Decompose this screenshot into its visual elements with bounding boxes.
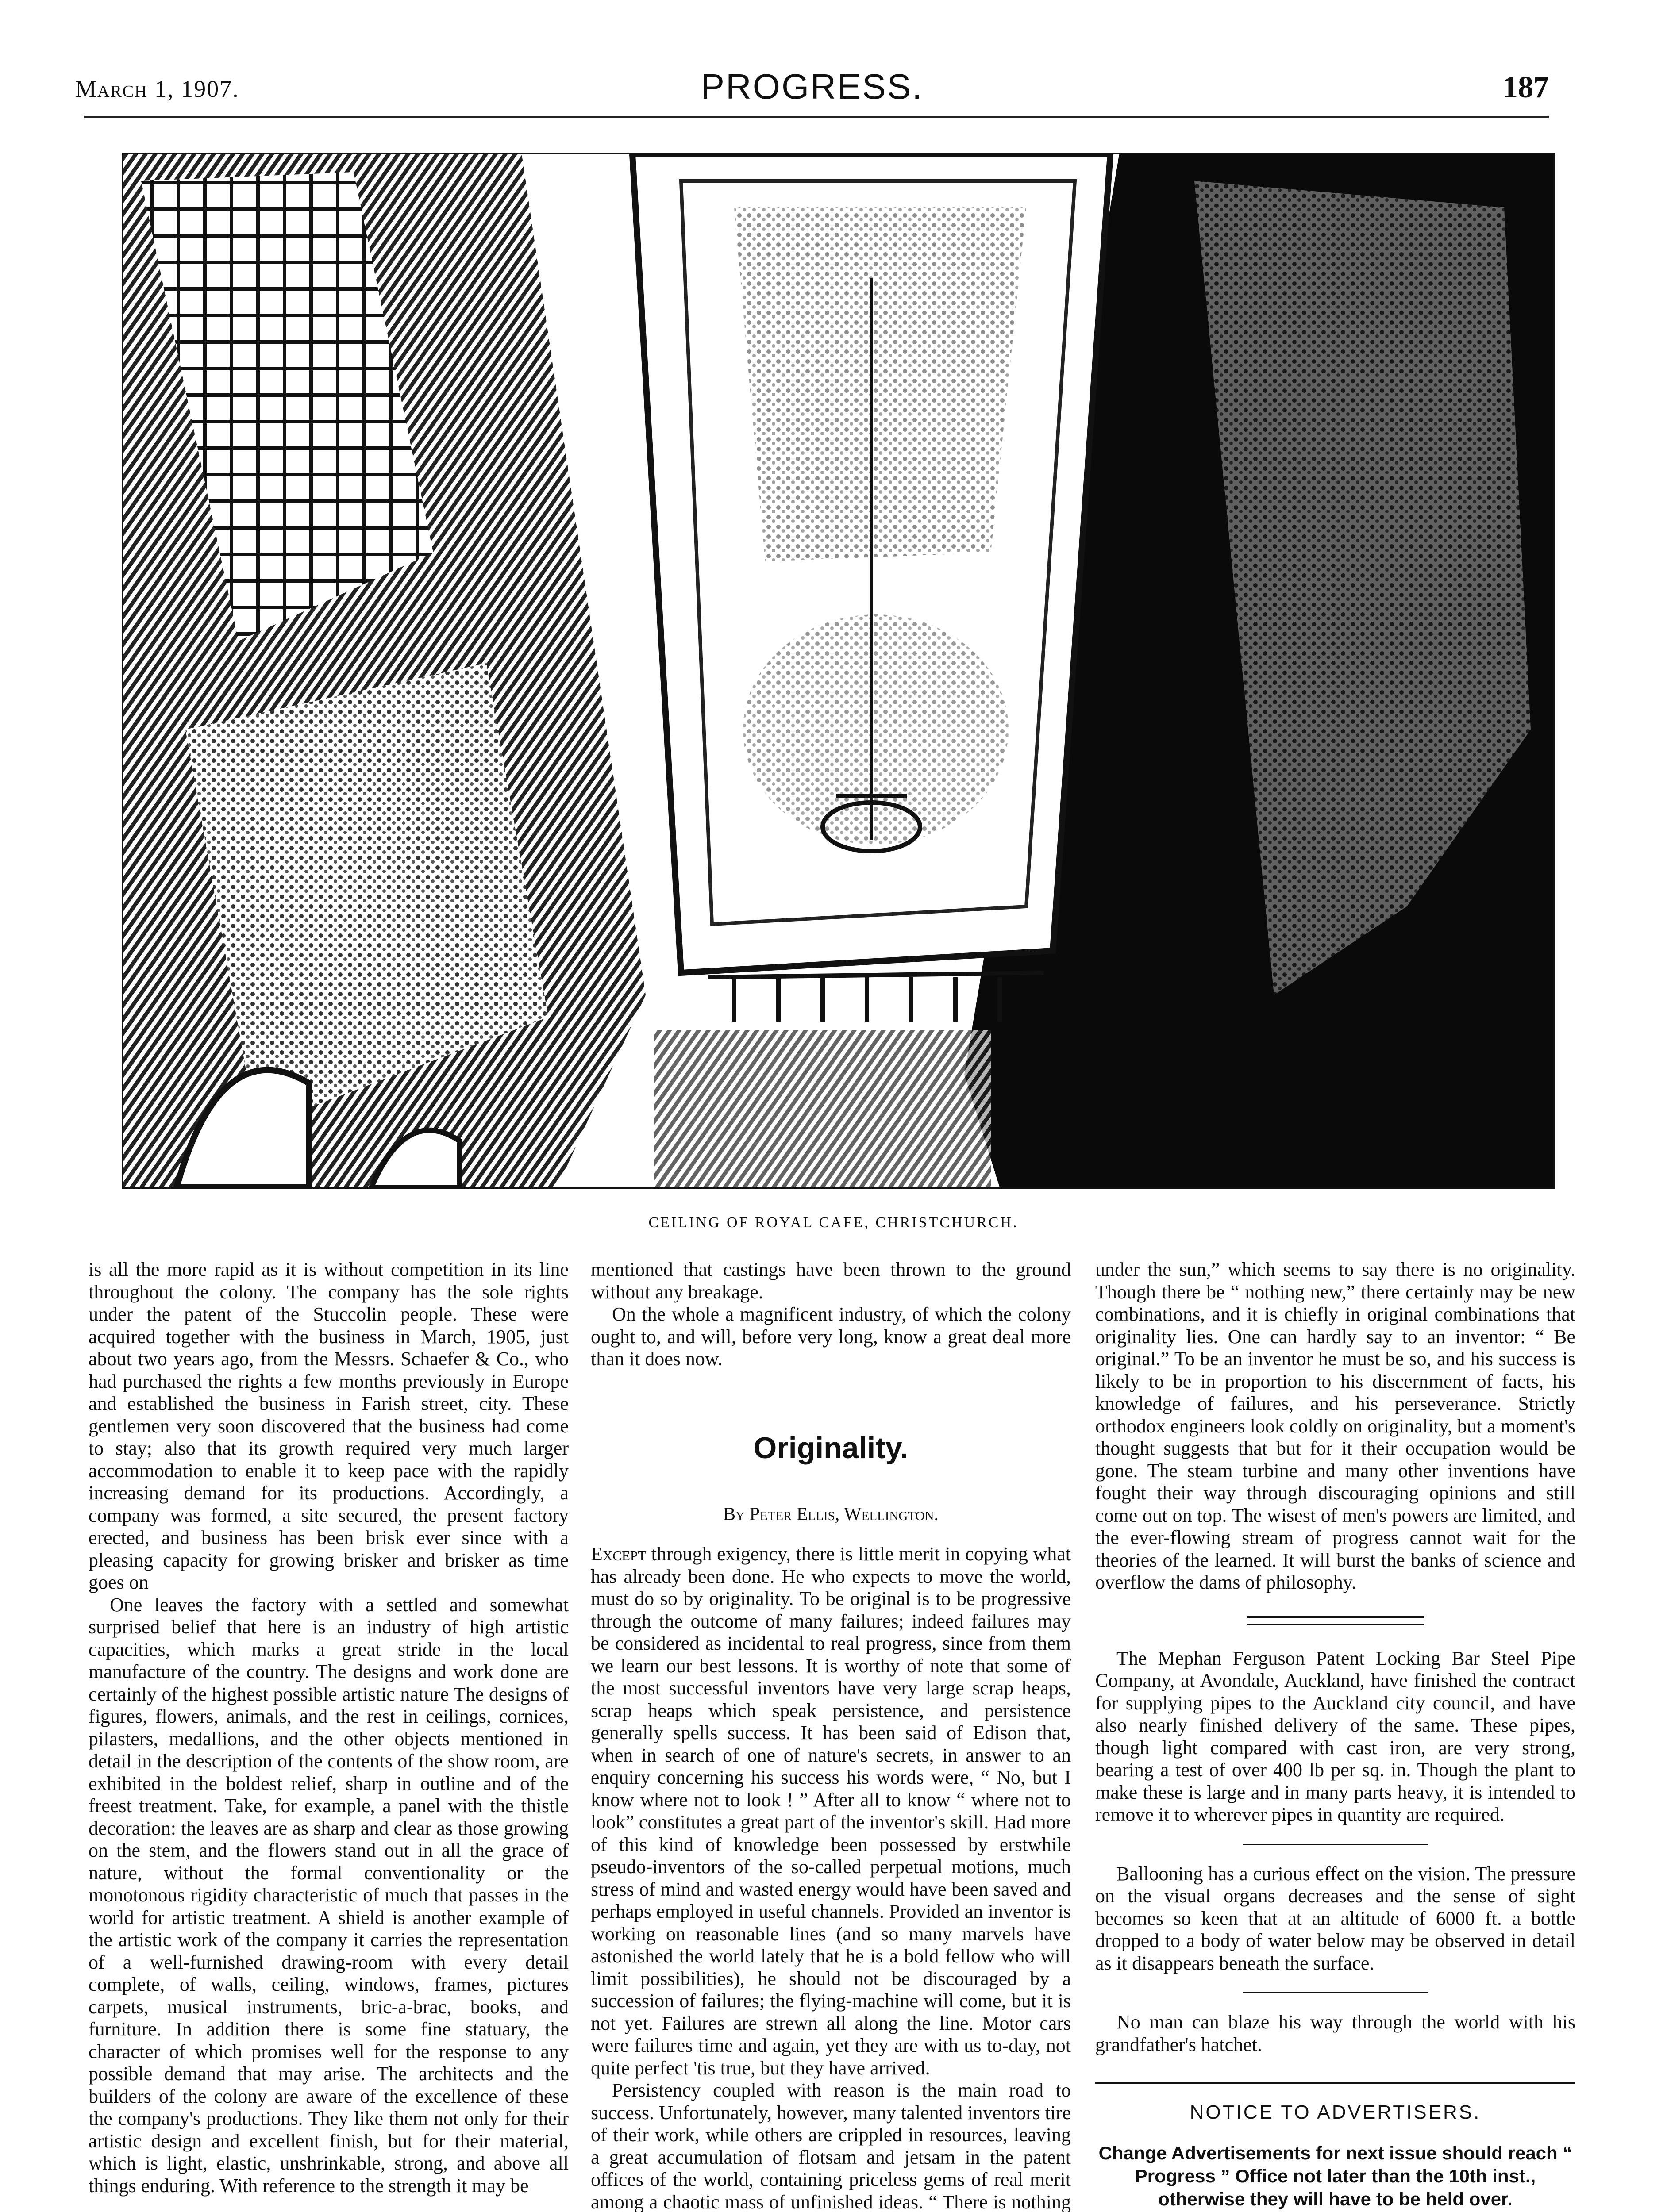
paragraph: Persistency coupled with reason is the main road to success. Unfortunately, however, many talented inventors tire of their work, while others are crippled in resources, leaving a great accumulation of flotsam and jetsam in the patent offices of the world, containing priceless gems of real merit among a chaotic mass of unfinished ideas. “ There is nothing xyxy=(591,2079,1071,2212)
ceiling-illustration xyxy=(123,154,1553,1187)
paragraph: One leaves the factory with a settled and somewhat surprised belief that here is an industry of high artistic capacities, which marks a great stride in the local manufacture of the country. The designs and work done are certainly of the highest possible artistic nature The designs of figures, flowers, animals, and the rest in ceilings, cornices, pilasters, medallions, and the other objects mentioned in detail in the description of the contents of the show room, are exhibited in the boldest relief, sharp in outline and of the freest treatment. Take, for example, a panel with the thistle decoration: the leaves are as sharp and clear as those growing on the stem, and the flowers stand out in all the grace of nature, without the formal conventionality or the monotonous rigidity characteristic of much that passes in the world for artistic treatment. A shield is another example of the artistic work of the company it carries the representation of a well-furnished drawing-room with every detail complete, of walls, ceiling, windows, frames, pictures carpets, musical instruments, bric-a-brac, books, and furniture. In addition there is some fine statuary, the character of which promises well for the response to any possible demand that may arise. The architects and the builders of the colony are aware of the excellence of these the company's productions. They like them not only for their artistic design and excellent finish, but for their material, which is light, elastic, unshrinkable, strong, and above all things enduring. With reference to the strength it may be xyxy=(89,1594,569,2197)
paragraph: is all the more rapid as it is without competition in its line throughout the colony. The company has the sole rights under the patent of the Stuccolin people. These were acquired together with the business in March, 1905, just about two years ago, from the Messrs. Schaefer & Co., who had purchased the rights a few months previously in Europe and established the business in Farish street, city. These gentlemen very soon discovered that the business had come to stay; also that its growth required very much larger accommodation to enable it to keep pace with the rapidly increasing demand for its productions. Accordingly, a company was formed, a site secured, the present factory erected, and business has been brisk ever since with a pleasing capacity for growing brisker and brisker as time goes on xyxy=(89,1259,569,1593)
paragraph: No man can blaze his way through the world with his grandfather's hatchet. xyxy=(1095,2011,1575,2055)
article-byline: By Peter Ellis, Wellington. xyxy=(723,1504,939,1525)
article-headline: Originality. xyxy=(753,1431,909,1465)
column-1 xyxy=(89,1259,569,2197)
notice-heading: NOTICE TO ADVERTISERS. xyxy=(1095,2082,1575,2124)
item-divider xyxy=(1243,1844,1428,1845)
column-3 xyxy=(1095,1259,1575,2211)
section-divider xyxy=(1247,1616,1424,1625)
lead-word: Except xyxy=(591,1543,647,1565)
paragraph: through exigency, there is little merit in copying what has already been done. He who expects to move the world, must do so by originality. To be original is to be progressive through the outcome of many failures; indeed failures may be considered as incidental to real progress, since from them we learn our best lessons. It is worthy of note that some of the most successful inventors have very large scrap heaps, scrap heaps which speak persistence, and persistence generally spells success. It has been said of Edison that, when in search of one of nature's secrets, in answer to an enquiry concerning his success his words were, “ No, but I know where not to look ! ” After all to know “ where not to look” constitutes a great part of the inventor's skill. Had more of this kind of knowledge been possessed by erstwhile pseudo-inventors of the so-called perpetual motions, much stress of mind and wasted energy would have been saved and perhaps employed in useful channels. Provided an inventor is working on reasonable lines (and so many marvels have astonished the world lately that he is a bold fellow who will limit possibilities), he should not be discouraged by a succession of failures; the flying-machine will come, but it is not yet. Failures are strewn all along the line. Motor cars were failures time and again, yet they are with us to-day, not quite perfect 'tis true, but they have arrived. xyxy=(591,1543,1071,2079)
paragraph: Ballooning has a curious effect on the vision. The pressure on the visual organs decreases and the sense of sight becomes so keen that at an altitude of 6000 ft. a bottle dropped to a body of water below may be observed in detail as it disappears beneath the surface. xyxy=(1095,1863,1575,1974)
notice-text: Change Advertisements for next issue should reach “ Progress ” Office not later than the 10th inst., otherwise they will have to be held over. xyxy=(1098,2142,1572,2209)
paragraph: On the whole a magnificent industry, of which the colony ought to, and will, before very long, know a great deal more than it does now. xyxy=(591,1303,1071,1370)
ceiling-photograph xyxy=(122,153,1555,1189)
paragraph: mentioned that castings have been thrown to the ground without any breakage. xyxy=(591,1259,1071,1303)
paragraph: The Mephan Ferguson Patent Locking Bar Steel Pipe Company, at Avondale, Auckland, have finished the contract for supplying pipes to the Auckland city council, and have also nearly finished delivery of the same. These pipes, though light compared with cast iron, are very strong, bearing a test of over 400 lb per sq. in. Though the plant to make these is large and in many parts heavy, it is intended to remove it to wherever pipes in quantity are required. xyxy=(1095,1647,1575,1825)
masthead xyxy=(75,66,1549,111)
item-divider xyxy=(1243,1992,1428,1993)
paragraph: under the sun,” which seems to say there is no originality. Though there be “ nothing new,” there certainly may be new combinations, and it is chiefly in original combinations that originality lies. One can hardly say to an inventor: “ Be original.” To be an inventor he must be so, and his success is likely to be in proportion to his discernment of facts, his knowledge of failures, and his perseverance. Strictly orthodox engineers look coldly on originality, but a moment's thought suggests that but for it their occupation would be gone. The steam turbine and many other inventions have fought their way through discouraging opinions and still come out on top. The wisest of men's powers are limited, and the ever-flowing stream of progress cannot wait for the theories of the learned. It will burst the banks of science and overflow the dams of philosophy. xyxy=(1095,1259,1575,1593)
header-rule xyxy=(84,116,1549,118)
column-2 xyxy=(591,1259,1071,2212)
page-number: 187 xyxy=(1502,70,1549,104)
photo-caption: CEILING OF ROYAL CAFE, CHRISTCHURCH. xyxy=(648,1214,1019,1231)
issue-date: March 1, 1907. xyxy=(75,76,239,102)
publication-title: PROGRESS. xyxy=(701,67,924,106)
